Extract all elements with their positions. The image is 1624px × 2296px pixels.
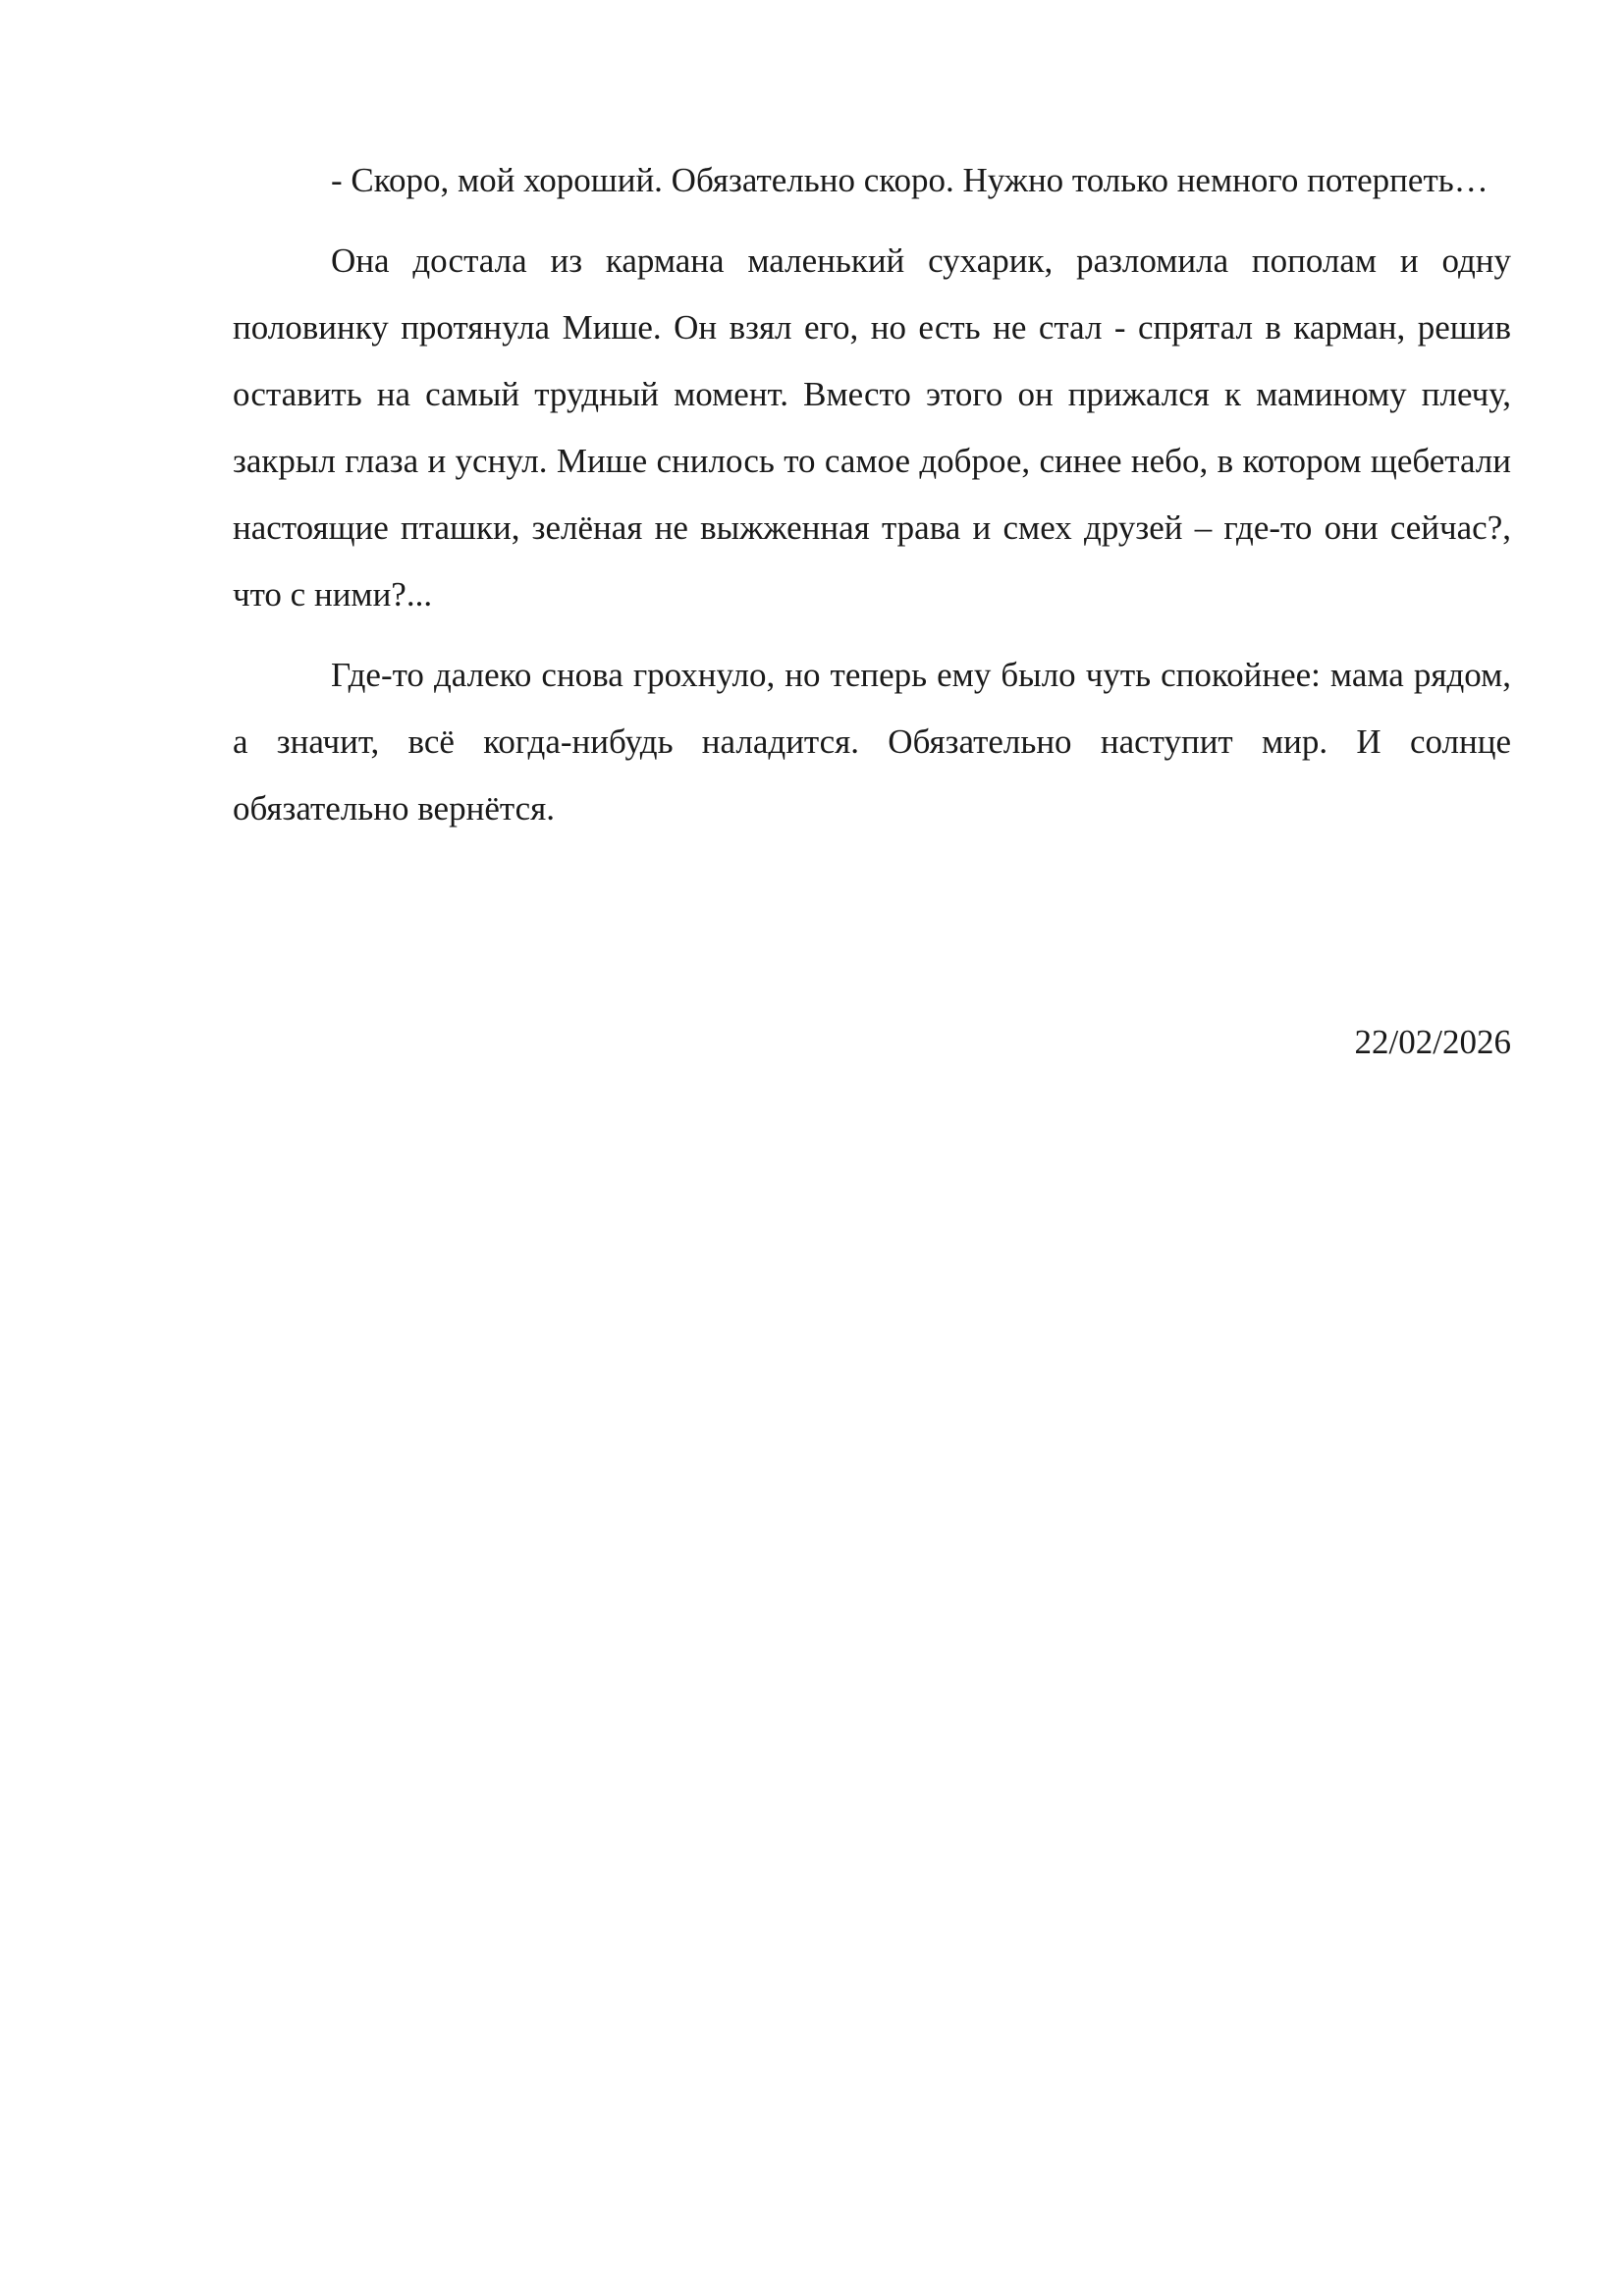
paragraph-2: Она достала из кармана маленький сухарик, разломила пополам и одну половинку протянула Мише. Он взял его, но есть не стал - спрятал в карман, решив оставить на самый трудный момент. Вместо этого он прижался к маминому плечу, закрыл глаза и уснул. Мише снилось то самое доброе, синее небо, в котором щебетали настоящие пташки, зелёная не выжженная трава и смех друзей – где-то они сейчас?, что с ними?... [233, 241, 1511, 614]
paragraph-3: Где-то далеко снова грохнуло, но теперь ему было чуть спокойнее: мама рядом, а значит, всё когда-нибудь наладится. Обязательно наступит мир. И солнце обязательно вернётся. [233, 656, 1511, 828]
paragraph-1: - Скоро, мой хороший. Обязательно скоро. Нужно только немного потерпеть… [331, 161, 1489, 199]
document-date: 22/02/2026 [1354, 1023, 1511, 1061]
document-body [233, 147, 1511, 1061]
